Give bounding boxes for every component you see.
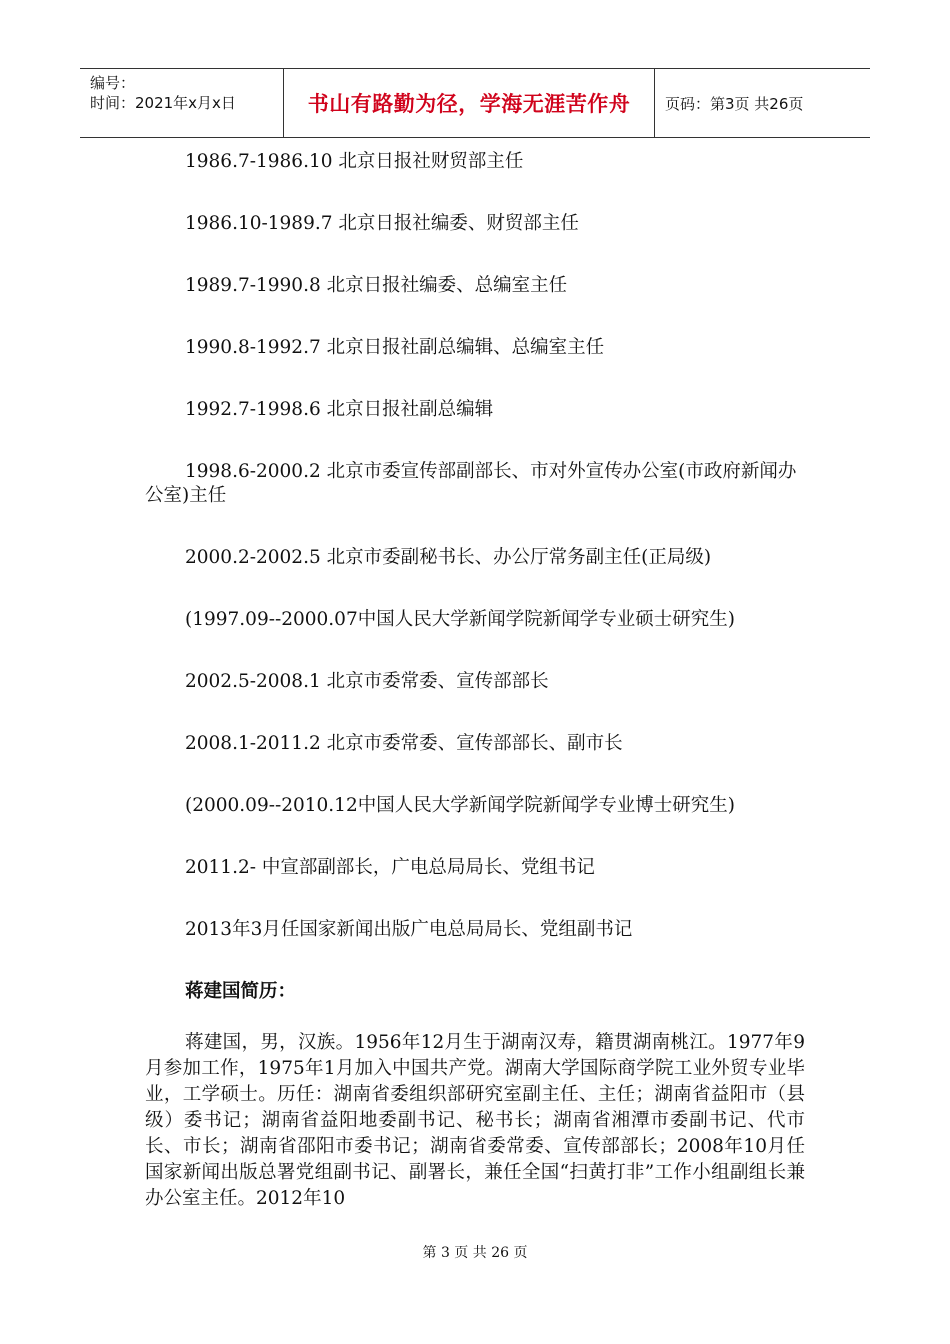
career-entry: 2002.5-2008.1 北京市委常委、宣传部部长 — [185, 671, 549, 692]
header-meta — [80, 69, 283, 137]
career-entry: 1992.7-1998.6 北京日报社副总编辑 — [185, 399, 494, 420]
career-entry: 2011.2- 中宣部副部长，广电总局局长、党组书记 — [185, 857, 595, 878]
career-entry: 1990.8-1992.7 北京日报社副总编辑、总编室主任 — [185, 337, 605, 358]
page-info-text: 页码：第3页 共26页 — [665, 94, 804, 113]
career-entry: 1986.10-1989.7 北京日报社编委、财贸部主任 — [185, 213, 579, 234]
career-entry: 2013年3月任国家新闻出版广电总局局长、党组副书记 — [185, 919, 633, 940]
header-page-info — [655, 69, 870, 137]
career-entry: (1997.09--2000.07中国人民大学新闻学院新闻学专业硕士研究生) — [185, 609, 735, 630]
page-header — [80, 68, 870, 138]
section-heading: 蒋建国简历： — [185, 981, 297, 1002]
header-motto-cell — [283, 69, 655, 137]
document-time-label: 时间：2021年x月x日 — [90, 94, 236, 112]
career-entry: 1986.7-1986.10 北京日报社财贸部主任 — [185, 151, 524, 172]
career-entry: (2000.09--2010.12中国人民大学新闻学院新闻学专业博士研究生) — [185, 795, 735, 816]
career-entry: 1998.6-2000.2 北京市委宣传部副部长、市对外宣传办公室(市政府新闻办公室)主任 — [145, 461, 797, 506]
career-entry: 1989.7-1990.8 北京日报社编委、总编室主任 — [185, 275, 568, 296]
career-entry: 2008.1-2011.2 北京市委常委、宣传部部长、副市长 — [185, 733, 623, 754]
document-number-label: 编号： — [90, 74, 136, 92]
header-motto: 书山有路勤为径，学海无涯苦作舟 — [307, 92, 631, 116]
document-body — [145, 150, 805, 1212]
page-footer: 第 3 页 共 26 页 — [422, 1245, 528, 1261]
bio-paragraph: 蒋建国，男，汉族。1956年12月生于湖南汉寿，籍贯湖南桃江。1977年9月参加工作，1975年1月加入中国共产党。湖南大学国际商学院工业外贸专业毕业，工学硕士。历任：湖南省委组织部研究室副主任、主任；湖南省益阳市（县级）委书记；湖南省益阳地委副书记、秘书长；湖南省湘潭市委副书记、代市长、市长；湖南省邵阳市委书记；湖南省委常委、宣传部部长；2008年10月任国家新闻出版总署党组副书记、副署长，兼任全国“扫黄打非”工作小组副组长兼办公室主任。2012年10 — [145, 1032, 805, 1209]
career-entry: 2000.2-2002.5 北京市委副秘书长、办公厅常务副主任(正局级) — [185, 547, 712, 568]
